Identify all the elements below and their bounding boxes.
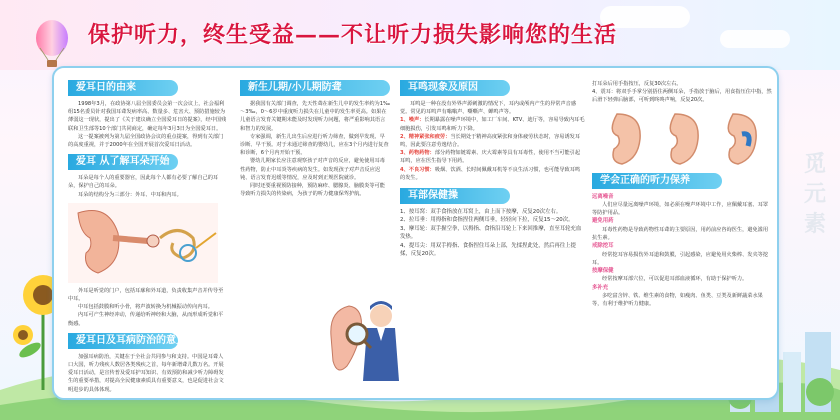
- tinnitus-cause-label: 3、药物药物：: [400, 150, 435, 157]
- tinnitus-cause-label: 1、噪声：: [400, 117, 425, 124]
- tinnitus-cause-label: 4、不良习惯：: [400, 166, 435, 173]
- doctor-with-magnifier-illustration: [329, 296, 405, 386]
- ear-exercise-step-4: 4、提耳尖：用双手拇指、食指捏住耳朵上部，先揉捏此处，然后再往上提揉，反复20次。: [400, 242, 576, 258]
- tinnitus-cause-label: 2、精神紧张和疲劳：: [400, 133, 451, 140]
- ear-prevention-paragraph: 加强耳病防治，关键在于全社会共同参与和支持。中国是耳聋人口大国，听力残疾人数居各类残疾之首，每年新增聋儿数万名。开展爱耳日活动，是宣传普及爱耳护耳知识、有效预防和减少听力障碍发生的重要举措，对提高全民健康素质具有重要意义，也是促进社会文明进步的具体体现。: [68, 353, 224, 393]
- watermark: 觅元素: [804, 152, 827, 237]
- section-title-ear-prevention: 爱耳日及耳病防治的意义: [68, 333, 178, 349]
- hearing-care-paragraph-3: 经常挖耳容易损伤外耳道和鼓膜，引起感染，应避免用火柴棒、发夹等挖耳。: [592, 251, 769, 266]
- three-ears-illustration: [592, 109, 767, 169]
- hearing-care-paragraph-4: 经常按摩耳部穴位，可以促进耳部血液循环，有助于保护听力。: [602, 276, 748, 283]
- ear-day-origin-paragraph-1: 1998年3月，在政协第八届全国委员会第一次会议上，社会福利组15名委员针对我国耳聋发病率高、数量多、危害大、预防措施较为薄弱这一现状，提出了《关于建议确立全国爱耳日的提案》，经中国残联和卫生部等10个部门共同商定，确定每年3月3日为全国爱耳日。: [68, 101, 227, 132]
- column-left: [68, 80, 228, 394]
- ear-exercise-step-1: 1、按耳窝：双手食指放在耳窝上，由上而下按摩，反复20次左右。: [400, 209, 562, 216]
- hearing-care-subtitle-3: 戒除挖耳: [592, 243, 614, 250]
- section-title-hearing-care: 学会正确的听力保养: [592, 173, 722, 189]
- page-title: 保护听力，终生受益——不让听力损失影响您的生活: [88, 22, 618, 48]
- ear-day-origin-paragraph-2: 这一提案被列为第九届全国政协会议的重点提案，得到有关部门的高度重视，并于2000年在全国开展首次爱耳日活动。: [68, 133, 224, 149]
- ear-exercise-continued-2: 4、震耳：将双手手掌分别捂住两侧耳朵，手指放于脑后，用食指压住中指，然后滑下轻弹后脑部，可听到咚咚声响，反复20次。: [592, 89, 772, 104]
- tinnitus-cause-1: [400, 116, 585, 132]
- tinnitus-cause-text: 当长期处于精神高度紧张和身体疲劳状态时，容易诱发耳鸣，因此要注意劳逸结合。: [400, 133, 581, 149]
- content-board: [52, 66, 779, 400]
- ear-knowledge-paragraph-3: 外耳是听觉的门户，包括耳廓和外耳道，负责收集声音并传导至中耳。: [68, 287, 224, 303]
- tinnitus-cause-text: 部分药物如链霉素、庆大霉素等具有耳毒性，使用不当可能引起耳鸣，应在医生指导下用药。: [400, 150, 581, 165]
- newborn-paragraph-2: 专家强调，新生儿出生后应进行听力筛查，做到早发现、早诊断、早干预。对于未通过筛查的婴幼儿，应在3个月内进行复查和诊断，6个月内开始干预。: [240, 133, 389, 157]
- ear-knowledge-paragraph-5: 内耳可产生神经冲动，传递给听神经和大脑，从而形成听觉和平衡感。: [68, 312, 224, 327]
- section-title-tinnitus: 耳鸣现象及原因: [400, 80, 510, 96]
- tinnitus-cause-2: [400, 133, 585, 149]
- newborn-paragraph-1: 据我国有关部门调查，先天性聋在新生儿中的发生率约为1‰～3‰，0～6岁中重度听力损失在儿童中的发生率更高。如果在儿童语言发育关键期未能及时发现听力问题，将严重影响其语言和智力的发展。: [240, 101, 390, 132]
- hearing-care-subtitle-2: 避免用药: [592, 218, 614, 225]
- tinnitus-cause-3: [400, 149, 585, 165]
- ear-knowledge-paragraph-1: 耳朵是每个人的重要器官，因此每个人都有必要了解自己的耳朵，保护自己的耳朵。: [68, 175, 219, 190]
- newborn-paragraph-3: 婴幼儿期家长应注意观察孩子对声音的反应，避免使用耳毒性药物，防止中耳炎等疾病的发生。如发现孩子对声音反应迟钝、语言发育迟缓等情况，应及时到正规医院就诊。: [240, 158, 385, 181]
- column-right: [592, 80, 772, 394]
- newborn-paragraph-4: 同时还要重视预防接种，预防麻疹、腮腺炎、脑膜炎等可能导致听力损失的传染病，为孩子的听力健康保驾护航。: [240, 183, 385, 198]
- column-middle-right: [400, 80, 585, 394]
- tinnitus-cause-text: 长期暴露在噪声环境中，如工厂车间、KTV、迪厅等，容易导致内耳毛细胞损伤，引发耳鸣和听力下降。: [400, 117, 585, 132]
- tinnitus-cause-text: 吸烟、饮酒、长时间佩戴耳机等不良生活习惯，也可能导致耳鸣的发生。: [400, 166, 581, 181]
- hearing-care-subtitle-1: 远离噪音: [592, 193, 614, 200]
- hearing-care-subtitle-5: 多补充: [592, 284, 609, 291]
- hearing-care-paragraph-1: 人们应尽量远离噪声环境，如必须在噪声环境中工作，应佩戴耳塞、耳罩等防护用品。: [592, 202, 769, 217]
- ear-knowledge-paragraph-4: 中耳包括鼓膜和听小骨，将声波转换为机械振动传向内耳。: [78, 304, 213, 311]
- ear-knowledge-paragraph-2: 耳朵的结构分为三部分：外耳、中耳和内耳。: [78, 191, 182, 198]
- section-title-ear-day-origin: 爱耳日的由来: [68, 80, 178, 96]
- section-title-ear-exercise: 耳部保健操: [400, 188, 510, 204]
- hearing-care-paragraph-5: 多吃富含锌、铁、维生素的食物，如瘦肉、鱼类、豆类及新鲜蔬菜水果等，有利于维护听力健康。: [592, 293, 763, 308]
- ear-anatomy-illustration: [68, 203, 218, 283]
- section-title-ear-knowledge: 爱耳 从了解耳朵开始: [68, 154, 178, 170]
- hearing-care-paragraph-2: 耳毒性药物是导致药物性耳聋的主要原因，用药前应咨询医生，避免滥用抗生素。: [592, 226, 769, 242]
- tinnitus-intro: 耳鸣是一种在没有外界声源刺激的情况下，耳内或颅内产生的异常声音感觉。常见的耳鸣声有嗡嗡声、嘶嘶声、蝉鸣声等。: [400, 101, 577, 116]
- ear-exercise-continued-1: 打耳朵后用手指按压，反复30次左右。: [592, 81, 682, 87]
- hearing-care-subtitle-4: 按摩保健: [592, 268, 614, 275]
- ear-exercise-step-2: 2、拉耳垂：用拇指和食指捏住两侧耳垂，轻轻向下拉，反复15～20次。: [400, 217, 574, 224]
- section-title-newborn: 新生儿期/小儿期防聋: [240, 80, 390, 96]
- ear-exercise-step-3: 3、摩耳轮：双手握空拳，以拇指、食指沿耳轮上下来回推摩，直至耳轮充血发热。: [400, 225, 582, 241]
- tinnitus-cause-4: [400, 166, 585, 182]
